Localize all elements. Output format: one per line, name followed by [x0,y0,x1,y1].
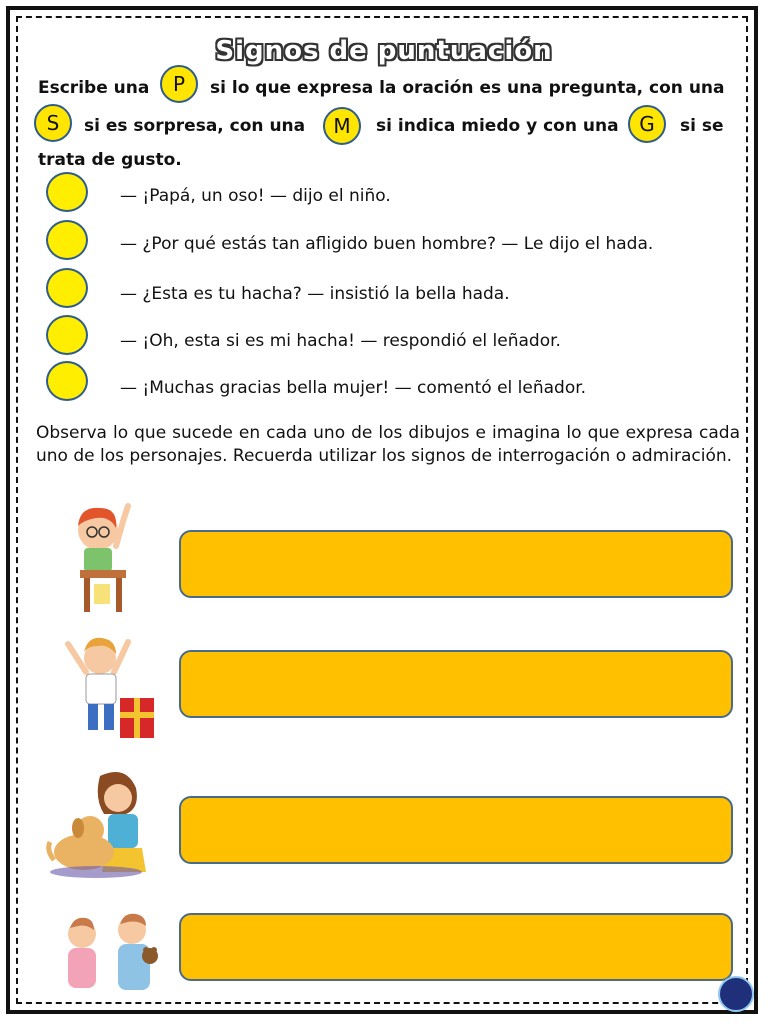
instruction-text-3: trata de gusto. [38,150,182,170]
answer-box-3[interactable] [179,796,733,864]
answer-box-4[interactable] [179,913,733,981]
instruction-text-1a: Escribe una [38,78,150,98]
badge-s: S [34,104,72,142]
sentence-2: — ¿Por qué estás tan afligido buen hombre? — Le dijo el hada. [120,234,654,254]
answer-circle-4[interactable] [46,315,88,355]
badge-m: M [323,107,361,145]
sentence-3: — ¿Esta es tu hacha? — insistió la bella hada. [120,284,510,304]
girl-with-dog-illustration [46,764,156,882]
boy-raising-hand-illustration [66,498,136,616]
two-toddlers-illustration [58,906,162,1006]
answer-circle-1[interactable] [46,172,88,212]
badge-g: G [628,105,666,143]
publisher-logo-icon [718,976,754,1012]
instruction-text-2b: si indica miedo y con una [376,116,619,136]
answer-box-1[interactable] [179,530,733,598]
sentence-5: — ¡Muchas gracias bella mujer! — comentó el leñador. [120,378,587,398]
answer-circle-5[interactable] [46,361,88,401]
page-title: Signos de puntuación [215,36,553,66]
instruction-text-1b: si lo que expresa la oración es una pregunta, con una [210,78,725,98]
observe-instructions: Observa lo que sucede en cada uno de los dibujos e imagina lo que expresa cada uno de los personajes. Recuerda utilizar los signos de interrogación o admiración. [36,423,740,466]
boy-with-gift-illustration [58,624,158,744]
badge-p: P [160,65,198,103]
answer-circle-2[interactable] [46,220,88,260]
instruction-text-2a: si es sorpresa, con una [84,116,306,136]
answer-box-2[interactable] [179,650,733,718]
instruction-text-2c: si se [680,116,724,136]
sentence-1: — ¡Papá, un oso! — dijo el niño. [120,186,391,206]
answer-circle-3[interactable] [46,268,88,308]
sentence-4: — ¡Oh, esta si es mi hacha! — respondió el leñador. [120,331,561,351]
